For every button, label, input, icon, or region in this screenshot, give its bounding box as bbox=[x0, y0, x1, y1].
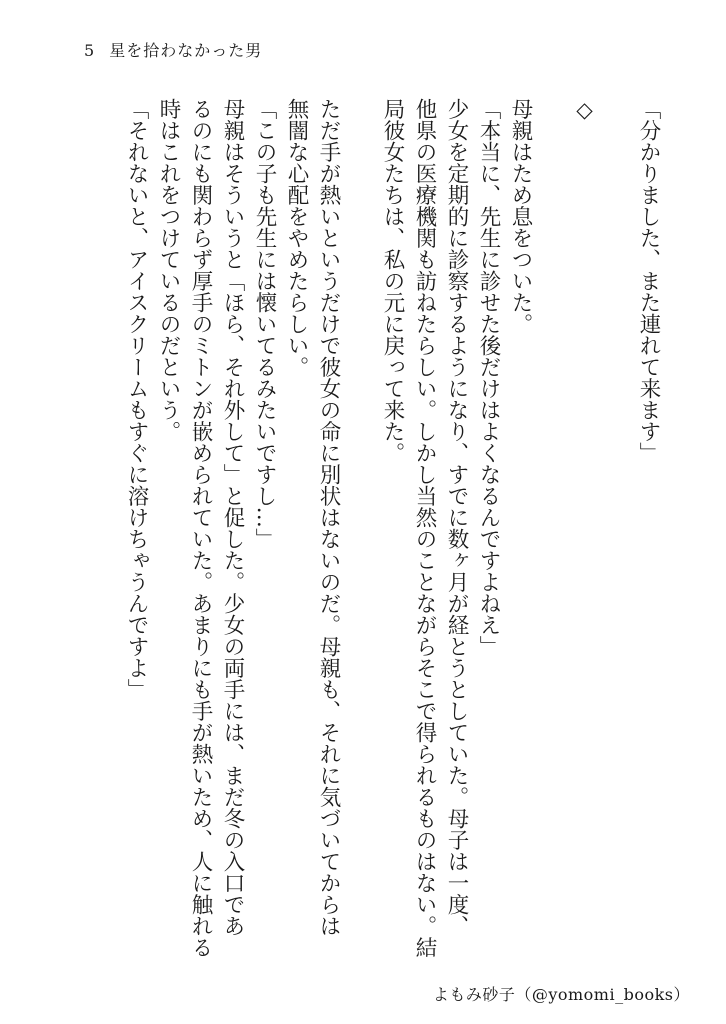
text-line: 「分かりました、また連れて来ます」 bbox=[636, 98, 661, 464]
chapter-title: 星を拾わなかった男 bbox=[109, 41, 263, 60]
blank-line bbox=[344, 98, 376, 978]
text-line: 「それないと、アイスクリームもすぐに溶けちゃうんですよ」 bbox=[124, 98, 149, 700]
text-line: 局彼女たちは、私の元に戻って来た。 bbox=[380, 98, 405, 464]
text-line: 「本当に、先生に診せた後だけはよくなるんですよねえ」 bbox=[476, 98, 501, 657]
text-line: ただ手が熱いというだけで彼女の命に別状はないのだ。母親も、それに気づいてからは bbox=[316, 98, 341, 937]
text-line: 母親はため息をついた。 bbox=[508, 98, 533, 335]
running-header bbox=[84, 38, 262, 61]
chapter-number: 5 bbox=[84, 41, 96, 60]
text-line: 他県の医療機関も訪ねたらしい。しかし当然のことながらそこで得られるものはない。結 bbox=[412, 98, 437, 958]
text-line: 少女を定期的に診察するようになり、すでに数ヶ月が経とうとしていた。母子は一度、 bbox=[444, 98, 469, 937]
text-line: 「この子も先生には懐いてるみたいですし…」 bbox=[252, 98, 277, 550]
section-break-diamond: ◇ bbox=[572, 98, 597, 123]
text-line: 無闇な心配をやめたらしい。 bbox=[284, 98, 309, 378]
text-line: るのにも関わらず厚手のミトンが嵌められていた。あまりにも手が熱いため、人に触れる bbox=[188, 98, 213, 958]
blank-line bbox=[536, 98, 568, 978]
vertical-text-body bbox=[120, 98, 664, 978]
author-credit: よもみ砂子（@yomomi_books） bbox=[432, 985, 690, 1004]
text-line: 母親はそういうと「ほら、それ外して」と促した。少女の両手には、まだ冬の入口であ bbox=[220, 98, 245, 937]
blank-line bbox=[600, 98, 632, 978]
text-line: 時はこれをつけているのだという。 bbox=[156, 98, 181, 442]
